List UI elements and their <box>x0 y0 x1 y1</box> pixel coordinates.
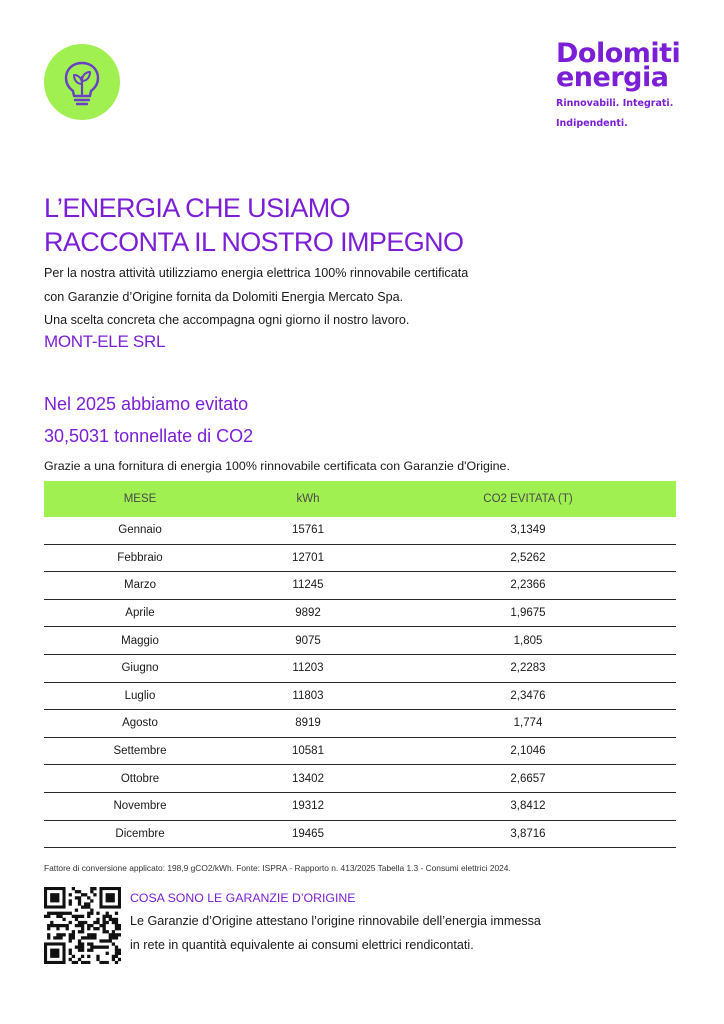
cell-kwh: 19465 <box>292 827 324 840</box>
cell-month: Agosto <box>122 717 158 730</box>
cell-co2: 2,3476 <box>510 689 546 702</box>
guarantees-line1: Le Garanzie d’Origine attestano l’origine rinnovabile dell’energia immessa <box>130 914 541 928</box>
monthly-table <box>44 481 676 848</box>
cell-kwh: 11245 <box>292 579 324 592</box>
cell-month: Giugno <box>121 662 159 675</box>
cell-co2: 1,9675 <box>510 607 546 620</box>
avoided-title: Nel 2025 abbiamo evitato <box>44 394 249 414</box>
cell-co2: 2,1046 <box>510 745 546 758</box>
brand-name-line2: energia <box>556 62 669 93</box>
intro-line3: Una scelta concreta che accompagna ogni giorno il nostro lavoro. <box>44 313 410 327</box>
cell-co2: 1,774 <box>513 717 543 730</box>
guarantees-line2: in rete in quantità equivalente ai consumi elettrici rendicontati. <box>130 938 474 952</box>
lightbulb-badge <box>44 44 120 120</box>
conversion-note: Fattore di conversione applicato: 198,9 gCO2/kWh. Fonte: ISPRA - Rapporto n. 413/2025 Tabella 1.3 - Consumi elettrici 2024. <box>44 863 511 873</box>
table-row <box>44 517 676 545</box>
brand-logo <box>556 38 696 130</box>
table-row <box>44 765 676 793</box>
table-row <box>44 821 676 849</box>
cell-kwh: 8919 <box>295 717 321 730</box>
cell-kwh: 11203 <box>292 662 324 675</box>
cell-kwh: 13402 <box>292 772 324 785</box>
lightbulb-leaf-icon <box>44 44 120 120</box>
table-row <box>44 710 676 738</box>
page-title <box>44 191 463 259</box>
table-row <box>44 738 676 766</box>
header-co2: CO2 EVITATA (T) <box>483 493 573 505</box>
table-row <box>44 793 676 821</box>
brand-tagline-line2: Indipendenti. <box>556 118 628 129</box>
header-kwh: kWh <box>296 493 320 505</box>
cell-kwh: 15761 <box>292 524 324 537</box>
cell-kwh: 9075 <box>295 634 321 647</box>
header-month: MESE <box>123 493 157 505</box>
title-line2: RACCONTA IL NOSTRO IMPEGNO <box>44 227 464 257</box>
cell-month: Novembre <box>113 800 167 813</box>
cell-co2: 3,1349 <box>510 524 546 537</box>
brand-tagline-line1: Rinnovabili. Integrati. <box>556 98 674 109</box>
table-row <box>44 655 676 683</box>
cell-co2: 2,2366 <box>510 579 546 592</box>
cell-kwh: 11803 <box>292 689 324 702</box>
cell-co2: 2,2283 <box>510 662 546 675</box>
cell-kwh: 19312 <box>292 800 324 813</box>
cell-month: Settembre <box>113 745 167 758</box>
cell-co2: 2,6657 <box>510 772 546 785</box>
guarantees-text <box>130 909 541 957</box>
table-row <box>44 572 676 600</box>
title-line1: L’ENERGIA CHE USIAMO <box>44 193 351 223</box>
cell-kwh: 10581 <box>292 745 324 758</box>
table-header <box>44 481 676 517</box>
thanks-text: Grazie a una fornitura di energia 100% rinnovabile certificata con Garanzie d'Origine. <box>44 459 510 473</box>
intro-line1: Per la nostra attività utilizziamo energia elettrica 100% rinnovabile certificata <box>44 266 469 280</box>
guarantees-title: COSA SONO LE GARANZIE D’ORIGINE <box>130 891 356 905</box>
cell-kwh: 9892 <box>295 607 321 620</box>
intro-line2: con Garanzie d’Origine fornita da Dolomiti Energia Mercato Spa. <box>44 289 404 304</box>
cell-month: Marzo <box>124 579 156 592</box>
cell-kwh: 12701 <box>292 551 324 564</box>
table-body <box>44 517 676 848</box>
company-name: MONT-ELE SRL <box>44 332 166 351</box>
intro-paragraph <box>44 262 468 333</box>
cell-month: Luglio <box>124 689 156 702</box>
cell-co2: 2,5262 <box>510 551 546 564</box>
cell-month: Ottobre <box>120 772 160 785</box>
qr-code[interactable] <box>44 887 121 964</box>
cell-co2: 3,8716 <box>510 827 546 840</box>
table-row <box>44 545 676 573</box>
cell-month: Gennaio <box>118 524 162 537</box>
avoided-value: 30,5031 tonnellate di CO2 <box>44 426 254 446</box>
cell-month: Dicembre <box>115 827 165 840</box>
brand-name-line1: Dolomiti <box>556 38 681 69</box>
cell-month: Febbraio <box>117 551 163 564</box>
cell-co2: 3,8412 <box>510 800 546 813</box>
cell-month: Maggio <box>121 634 159 647</box>
cell-month: Aprile <box>125 607 155 620</box>
table-row <box>44 627 676 655</box>
table-row <box>44 600 676 628</box>
table-row <box>44 683 676 711</box>
qr-code-icon <box>44 887 121 964</box>
cell-co2: 1,805 <box>513 634 543 647</box>
